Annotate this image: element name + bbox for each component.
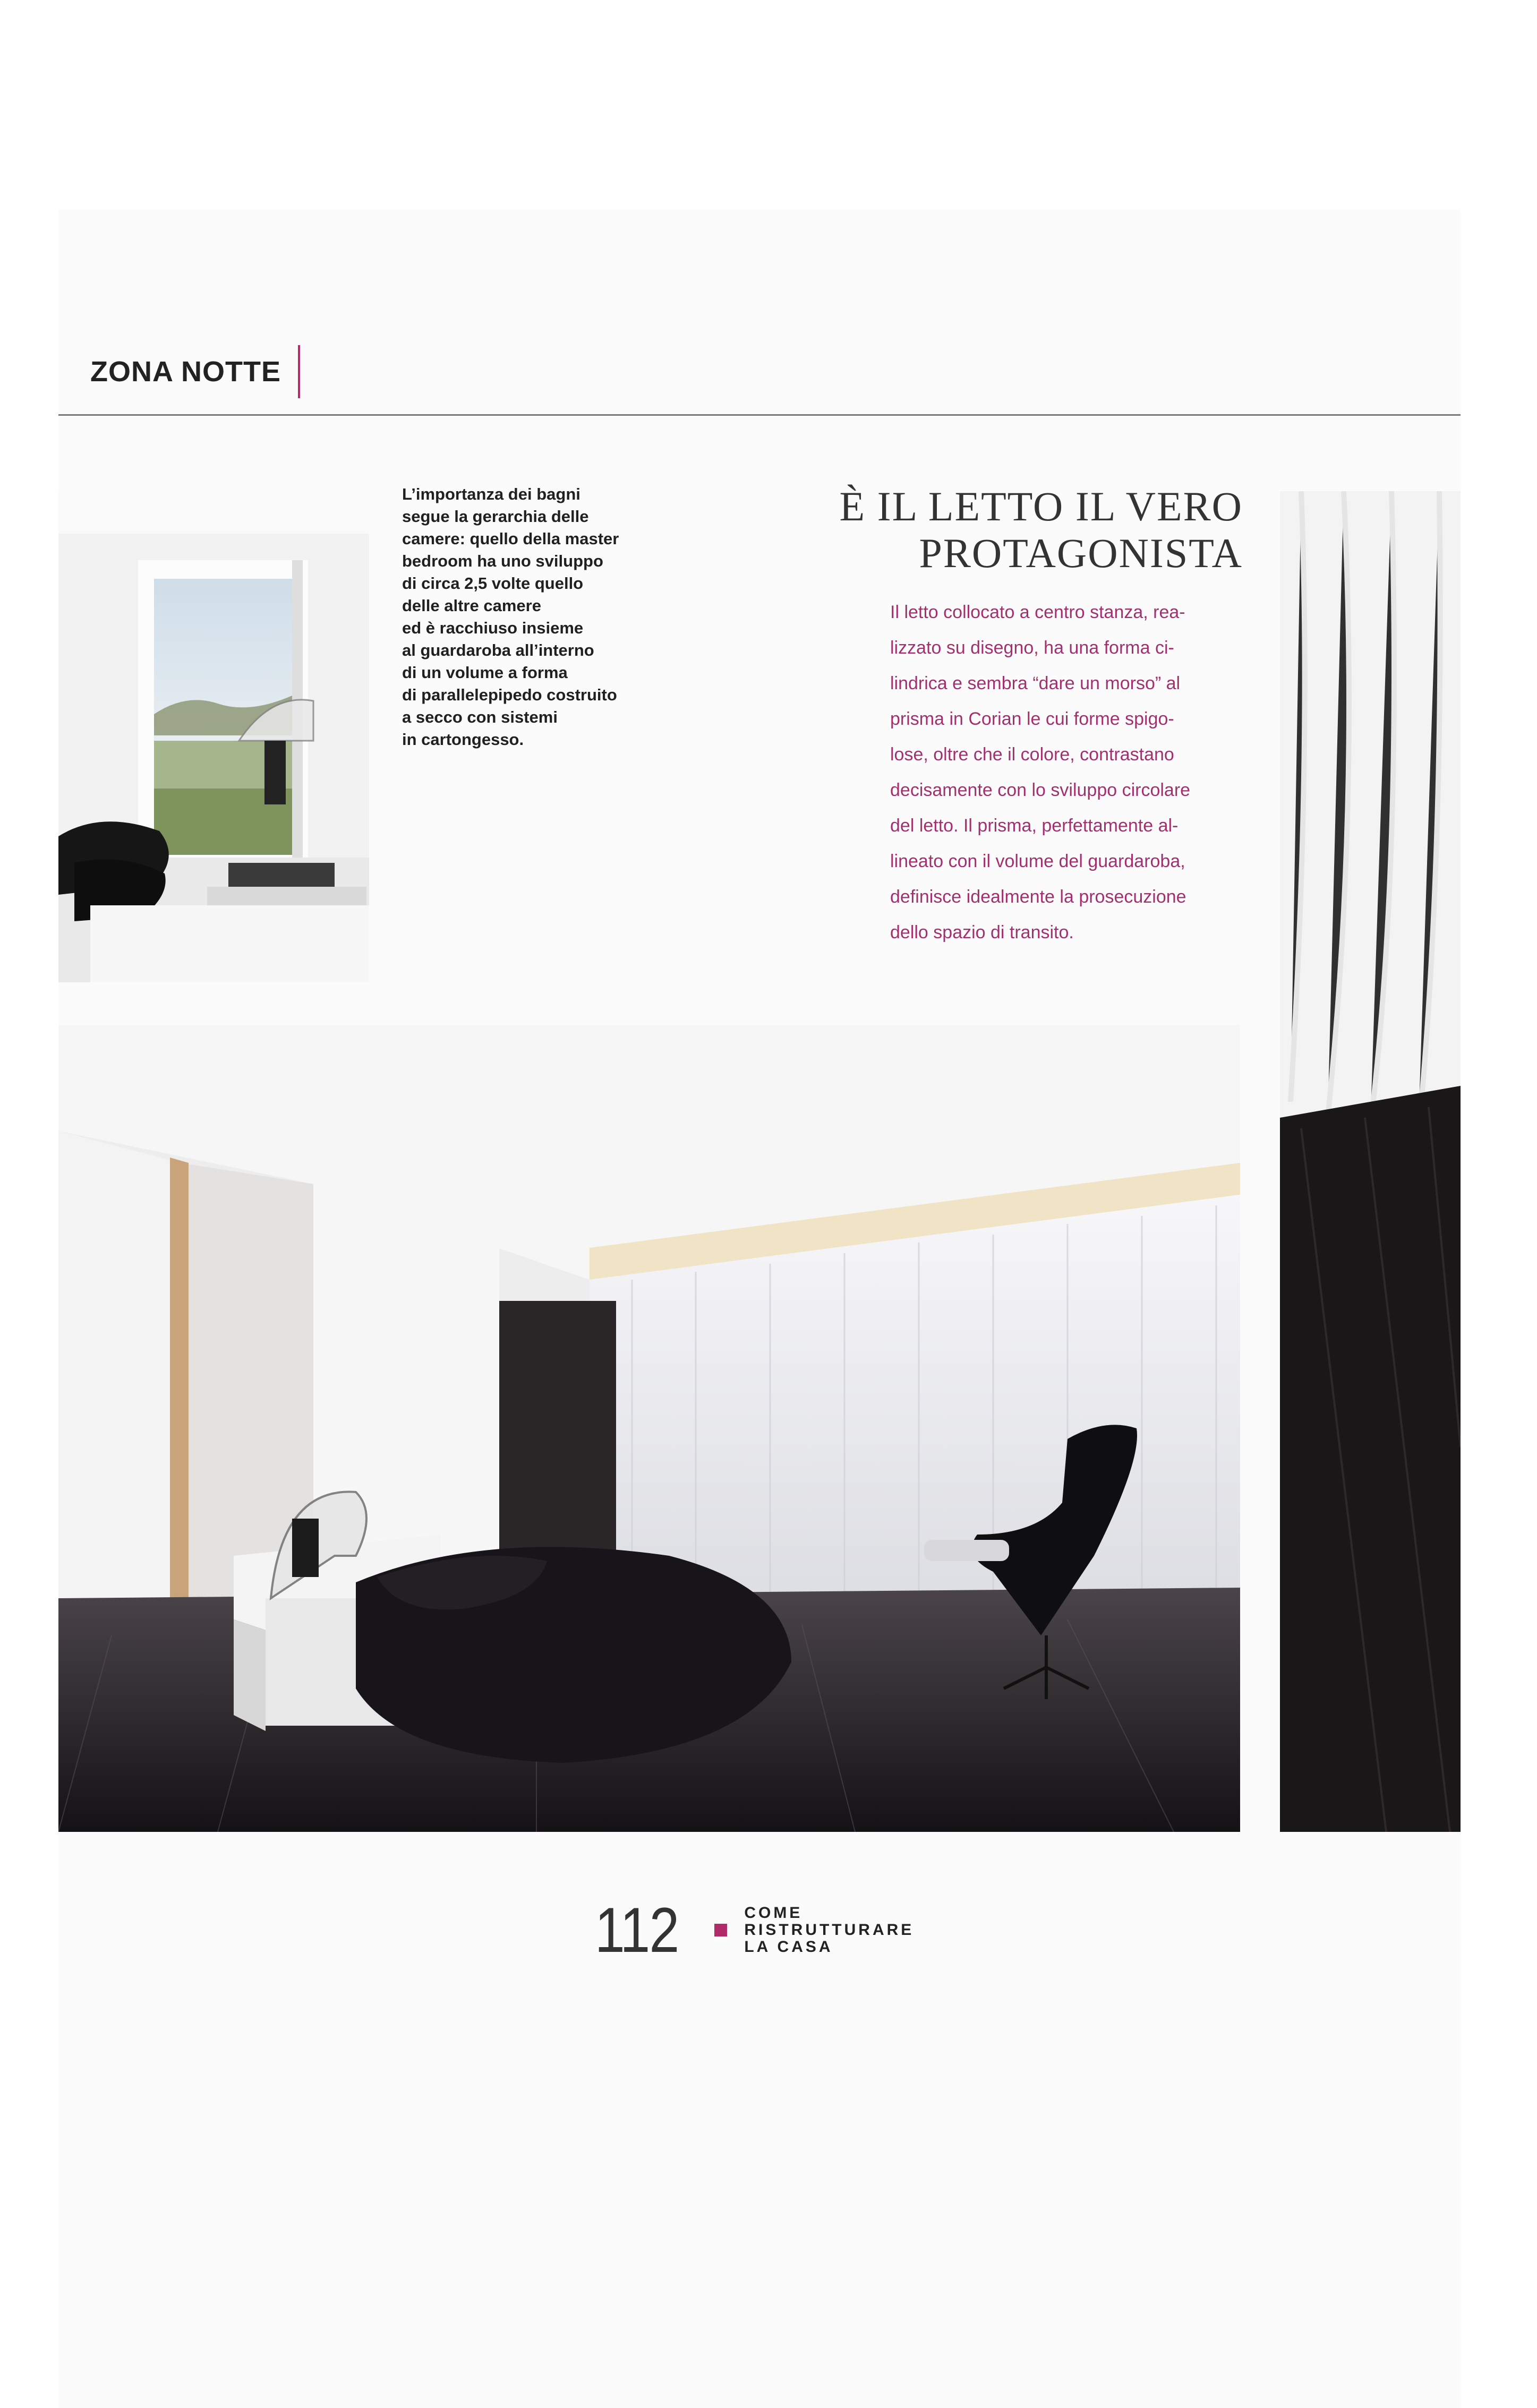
body-line: lose, oltre che il colore, contrastano bbox=[890, 744, 1174, 765]
body-line: dello spazio di transito. bbox=[890, 922, 1074, 942]
article-body bbox=[890, 595, 1243, 950]
photo-curtain-strip-art bbox=[1280, 491, 1461, 1832]
magazine-brand bbox=[744, 1905, 914, 1956]
caption-line: in cartongesso. bbox=[402, 730, 524, 749]
section-rule bbox=[58, 414, 1461, 416]
page-footer bbox=[595, 1895, 915, 1966]
caption-line: segue la gerarchia delle bbox=[402, 507, 589, 526]
accent-square-icon bbox=[714, 1924, 727, 1936]
caption-line: di parallelepipedo costruito bbox=[402, 685, 617, 704]
caption-line: ed è racchiuso insieme bbox=[402, 619, 584, 637]
caption-line: camere: quello della master bbox=[402, 529, 619, 548]
section-label-text: ZONA NOTTE bbox=[90, 356, 281, 388]
caption-line: L’importanza dei bagni bbox=[402, 485, 580, 503]
photo-master-bedroom-art bbox=[58, 1025, 1240, 1832]
body-line: Il letto collocato a centro stanza, rea- bbox=[890, 602, 1185, 622]
photo-caption bbox=[402, 483, 678, 751]
brand-line: COME bbox=[744, 1904, 803, 1922]
body-line: lizzato su disegno, ha una forma ci- bbox=[890, 638, 1174, 658]
photo-master-bedroom bbox=[58, 1025, 1240, 1832]
brand-line: LA CASA bbox=[744, 1938, 833, 1956]
body-line: prisma in Corian le cui forme spigo- bbox=[890, 709, 1174, 729]
headline-line: PROTAGONISTA bbox=[919, 530, 1243, 576]
photo-bedroom-window bbox=[58, 491, 369, 982]
article-headline bbox=[765, 483, 1243, 577]
body-line: lindrica e sembra “dare un morso” al bbox=[890, 673, 1181, 693]
headline-line: È IL LETTO IL VERO bbox=[839, 483, 1243, 529]
body-line: lineato con il volume del guardaroba, bbox=[890, 851, 1185, 871]
caption-line: bedroom ha uno sviluppo bbox=[402, 552, 603, 570]
caption-line: al guardaroba all’interno bbox=[402, 641, 594, 659]
caption-line: delle altre camere bbox=[402, 596, 541, 615]
body-line: definisce idealmente la prosecuzione bbox=[890, 887, 1186, 907]
page-number: 112 bbox=[595, 1895, 679, 1966]
body-line: decisamente con lo sviluppo circolare bbox=[890, 780, 1191, 800]
brand-line: RISTRUTTURARE bbox=[744, 1921, 915, 1939]
caption-line: a secco con sistemi bbox=[402, 708, 558, 726]
caption-line: di un volume a forma bbox=[402, 663, 568, 682]
section-label bbox=[58, 345, 300, 398]
body-line: del letto. Il prisma, perfettamente al- bbox=[890, 816, 1179, 836]
photo-curtain-strip bbox=[1280, 491, 1461, 1832]
caption-line: di circa 2,5 volte quello bbox=[402, 574, 584, 593]
photo-bedroom-window-art bbox=[58, 491, 369, 982]
